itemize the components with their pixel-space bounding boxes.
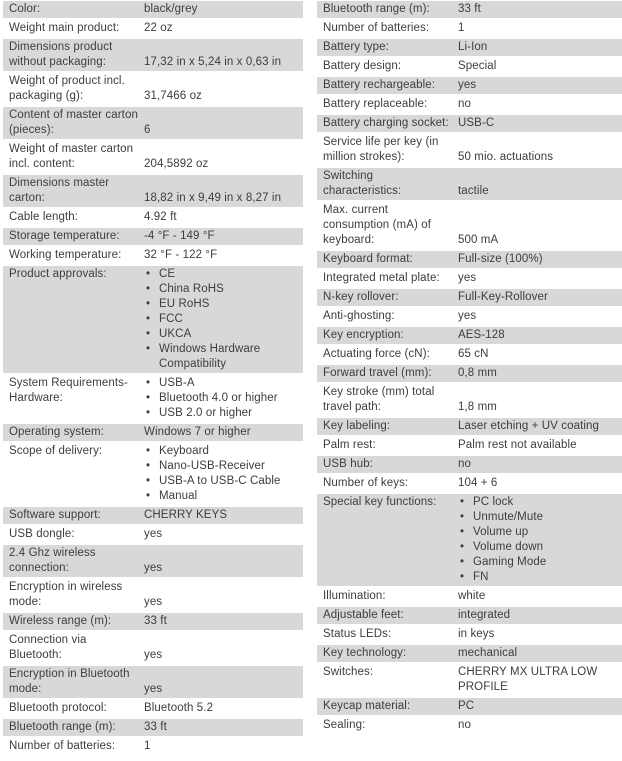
spec-row xyxy=(3,526,303,543)
spec-value: black/grey xyxy=(144,3,198,15)
spec-value: yes xyxy=(144,649,163,661)
spec-value: 6 xyxy=(144,124,151,136)
spec-row xyxy=(317,437,622,454)
bullet-list xyxy=(144,267,301,372)
spec-label: Switches: xyxy=(323,666,374,678)
spec-label: Service life per key (in million strokes): xyxy=(323,136,439,163)
spec-value: -4 °F - 149 °F xyxy=(144,230,215,242)
bullet-list xyxy=(144,444,301,504)
spec-label: Bluetooth range (m): xyxy=(323,3,430,15)
spec-label: Anti-ghosting: xyxy=(323,310,395,322)
spec-row xyxy=(317,607,622,624)
spec-row xyxy=(317,645,622,662)
spec-label: USB dongle: xyxy=(9,528,75,540)
spec-label: Bluetooth protocol: xyxy=(9,702,107,714)
spec-row xyxy=(3,228,303,245)
spec-value: Li-Ion xyxy=(458,41,488,53)
spec-row xyxy=(3,375,303,422)
bullet-list-item: • Unmute/Mute xyxy=(458,510,620,525)
spec-value: tactile xyxy=(458,185,489,197)
bullet-list-item: • USB-A xyxy=(144,376,301,391)
spec-row xyxy=(317,717,622,734)
spec-row xyxy=(3,666,303,698)
spec-label: N-key rollover: xyxy=(323,291,399,303)
spec-row xyxy=(3,266,303,373)
spec-row xyxy=(317,384,622,416)
spec-value: 17,32 in x 5,24 in x 0,63 in xyxy=(144,56,282,68)
spec-value: 50 mio. actuations xyxy=(458,151,554,163)
spec-label: Encryption in Bluetooth mode: xyxy=(9,668,130,695)
spec-row xyxy=(317,270,622,287)
spec-value: 0,8 mm xyxy=(458,367,497,379)
spec-row xyxy=(3,175,303,207)
spec-value-list xyxy=(144,444,303,504)
bullet-list-item: • China RoHS xyxy=(144,282,301,297)
spec-row xyxy=(317,308,622,325)
spec-label: Dimensions product without packaging: xyxy=(9,41,113,68)
bullet-list-item: • Nano-USB-Receiver xyxy=(144,459,301,474)
spec-row xyxy=(317,251,622,268)
spec-row xyxy=(317,134,622,166)
spec-value: 32 °F - 122 °F xyxy=(144,249,218,261)
spec-row xyxy=(3,39,303,71)
bullet-list-item: • EU RoHS xyxy=(144,297,301,312)
spec-row xyxy=(317,39,622,56)
spec-label: Sealing: xyxy=(323,719,366,731)
spec-label: Color: xyxy=(9,3,41,15)
spec-row xyxy=(317,327,622,344)
spec-row xyxy=(3,107,303,139)
spec-row xyxy=(317,588,622,605)
spec-row xyxy=(317,475,622,492)
spec-value: 33 ft xyxy=(144,615,167,627)
spec-label: Battery design: xyxy=(323,60,402,72)
spec-row xyxy=(317,289,622,306)
spec-value: 22 oz xyxy=(144,22,173,34)
spec-value: 33 ft xyxy=(144,721,167,733)
spec-value: 65 cN xyxy=(458,348,489,360)
spec-value: 1 xyxy=(144,740,151,752)
spec-label: Weight of product incl. packaging (g): xyxy=(9,75,125,102)
spec-label: Integrated metal plate: xyxy=(323,272,440,284)
bullet-list-item: • USB 2.0 or higher xyxy=(144,406,301,421)
spec-row xyxy=(317,664,622,696)
spec-label: Weight of master carton incl. content: xyxy=(9,143,134,170)
spec-row xyxy=(3,141,303,173)
spec-value-list xyxy=(144,267,303,372)
spec-table-right xyxy=(317,1,622,755)
spec-row xyxy=(3,443,303,505)
spec-value: Special xyxy=(458,60,497,72)
spec-label: Key technology: xyxy=(323,647,407,659)
spec-row xyxy=(3,545,303,577)
spec-value: 500 mA xyxy=(458,234,499,246)
spec-value: yes xyxy=(144,596,163,608)
spec-row xyxy=(317,365,622,382)
bullet-list-item: • UKCA xyxy=(144,327,301,342)
spec-value: CHERRY MX ULTRA LOW PROFILE xyxy=(458,666,598,693)
spec-row xyxy=(317,418,622,435)
spec-value: no xyxy=(458,98,471,110)
spec-label: 2.4 Ghz wireless connection: xyxy=(9,547,96,574)
spec-table-left xyxy=(3,1,303,755)
spec-value: yes xyxy=(458,272,477,284)
spec-value: 104 + 6 xyxy=(458,477,498,489)
spec-label: USB hub: xyxy=(323,458,374,470)
spec-value: in keys xyxy=(458,628,495,640)
spec-row xyxy=(317,115,622,132)
spec-value: no xyxy=(458,719,471,731)
spec-label: Special key functions: xyxy=(323,496,437,508)
spec-row xyxy=(3,209,303,226)
spec-label: Keycap material: xyxy=(323,700,411,712)
spec-value: yes xyxy=(144,528,163,540)
spec-label: Battery charging socket: xyxy=(323,117,449,129)
spec-label: Connection via Bluetooth: xyxy=(9,634,87,661)
spec-value: AES-128 xyxy=(458,329,505,341)
bullet-list-item: • Keyboard xyxy=(144,444,301,459)
bullet-list-item: • Volume up xyxy=(458,525,620,540)
spec-row xyxy=(3,247,303,264)
spec-label: Dimensions master carton: xyxy=(9,177,110,204)
spec-value: 4.92 ft xyxy=(144,211,177,223)
spec-value: yes xyxy=(458,79,477,91)
spec-value: integrated xyxy=(458,609,511,621)
spec-row xyxy=(3,700,303,717)
spec-value: Bluetooth 5.2 xyxy=(144,702,214,714)
spec-value: yes xyxy=(458,310,477,322)
spec-row xyxy=(3,424,303,441)
spec-label: Weight main product: xyxy=(9,22,120,34)
spec-value: Laser etching + UV coating xyxy=(458,420,600,432)
spec-value: Full-size (100%) xyxy=(458,253,543,265)
spec-label: Scope of delivery: xyxy=(9,445,103,457)
spec-label: Adjustable feet: xyxy=(323,609,404,621)
spec-row xyxy=(317,77,622,94)
spec-label: Number of batteries: xyxy=(323,22,430,34)
spec-row xyxy=(3,73,303,105)
spec-row xyxy=(317,494,622,586)
spec-row xyxy=(317,626,622,643)
spec-label: Status LEDs: xyxy=(323,628,392,640)
spec-label: Content of master carton (pieces): xyxy=(9,109,138,136)
spec-value: yes xyxy=(144,562,163,574)
spec-value-list xyxy=(458,495,622,585)
spec-value: 1 xyxy=(458,22,465,34)
spec-label: Battery replaceable: xyxy=(323,98,428,110)
spec-row xyxy=(3,1,303,18)
spec-row xyxy=(3,613,303,630)
spec-label: Bluetooth range (m): xyxy=(9,721,116,733)
spec-label: Battery rechargeable: xyxy=(323,79,436,91)
spec-row xyxy=(3,507,303,524)
spec-value: 1,8 mm xyxy=(458,401,497,413)
spec-label: Switching characteristics: xyxy=(323,170,402,197)
spec-value: Palm rest not available xyxy=(458,439,577,451)
spec-row xyxy=(317,202,622,249)
spec-value: yes xyxy=(144,683,163,695)
spec-label: Key labeling: xyxy=(323,420,391,432)
spec-label: Number of batteries: xyxy=(9,740,116,752)
bullet-list-item: • FCC xyxy=(144,312,301,327)
spec-label: System Requirements- Hardware: xyxy=(9,377,128,404)
bullet-list xyxy=(458,495,620,585)
bullet-list xyxy=(144,376,301,421)
spec-value: USB-C xyxy=(458,117,495,129)
spec-label: Product approvals: xyxy=(9,268,107,280)
spec-value: white xyxy=(458,590,486,602)
spec-label: Key encryption: xyxy=(323,329,404,341)
spec-row xyxy=(3,20,303,37)
bullet-list-item: • Manual xyxy=(144,489,301,504)
spec-row xyxy=(317,456,622,473)
spec-label: Max. current consumption (mA) of keyboard: xyxy=(323,204,431,246)
bullet-list-item: • Windows Hardware Compatibility xyxy=(144,342,301,372)
spec-value-list xyxy=(144,376,303,421)
spec-row xyxy=(317,1,622,18)
spec-value: 204,5892 oz xyxy=(144,158,209,170)
spec-row xyxy=(317,346,622,363)
spec-label: Storage temperature: xyxy=(9,230,120,242)
spec-row xyxy=(3,632,303,664)
spec-label: Wireless range (m): xyxy=(9,615,112,627)
spec-label: Forward travel (mm): xyxy=(323,367,432,379)
spec-value: no xyxy=(458,458,471,470)
spec-label: Working temperature: xyxy=(9,249,122,261)
bullet-list-item: • Volume down xyxy=(458,540,620,555)
bullet-list-item: • Bluetooth 4.0 or higher xyxy=(144,391,301,406)
spec-value: PC xyxy=(458,700,475,712)
spec-value: mechanical xyxy=(458,647,518,659)
spec-row xyxy=(3,738,303,755)
spec-label: Battery type: xyxy=(323,41,389,53)
spec-label: Encryption in wireless mode: xyxy=(9,581,123,608)
spec-label: Cable length: xyxy=(9,211,79,223)
spec-row xyxy=(3,719,303,736)
spec-value: Full-Key-Rollover xyxy=(458,291,548,303)
spec-label: Software support: xyxy=(9,509,101,521)
spec-row xyxy=(3,579,303,611)
spec-row xyxy=(317,96,622,113)
spec-label: Keyboard format: xyxy=(323,253,413,265)
spec-value: 31,7466 oz xyxy=(144,90,202,102)
spec-label: Key stroke (mm) total travel path: xyxy=(323,386,435,413)
spec-label: Number of keys: xyxy=(323,477,409,489)
spec-value: 18,82 in x 9,49 in x 8,27 in xyxy=(144,192,282,204)
spec-row xyxy=(317,58,622,75)
bullet-list-item: • Gaming Mode xyxy=(458,555,620,570)
spec-row xyxy=(317,168,622,200)
spec-value: Windows 7 or higher xyxy=(144,426,251,438)
spec-label: Operating system: xyxy=(9,426,105,438)
spec-value: 33 ft xyxy=(458,3,481,15)
spec-row xyxy=(317,698,622,715)
spec-value: CHERRY KEYS xyxy=(144,509,228,521)
spec-label: Actuating force (cN): xyxy=(323,348,430,360)
bullet-list-item: • PC lock xyxy=(458,495,620,510)
spec-label: Illumination: xyxy=(323,590,386,602)
spec-row xyxy=(317,20,622,37)
bullet-list-item: • USB-A to USB-C Cable xyxy=(144,474,301,489)
spec-label: Palm rest: xyxy=(323,439,376,451)
bullet-list-item: • CE xyxy=(144,267,301,282)
bullet-list-item: • FN xyxy=(458,570,620,585)
